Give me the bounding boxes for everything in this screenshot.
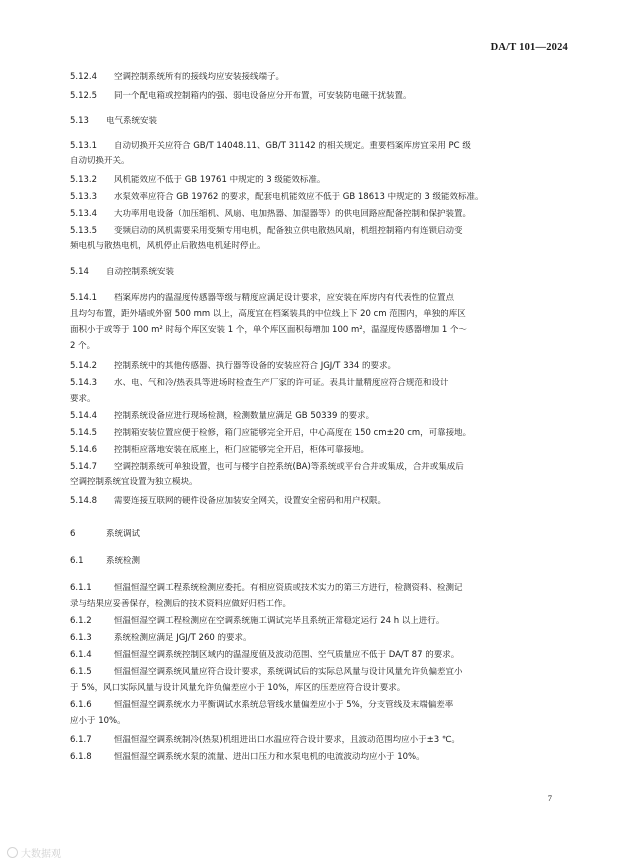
clause-line xyxy=(70,667,574,678)
clause-text: 恒温恒湿空调工程系统检测应委托。有相应资质或技术实力的第三方进行，检测资料、检测记 xyxy=(114,583,463,593)
clause-number: 5.13.4 xyxy=(70,209,98,219)
clause-text: 大功率用电设备（加压缩机、风扇、电加热器、加湿器等）的供电回路应配备控制和保护装置。 xyxy=(114,209,472,219)
clause-number: 5.14.8 xyxy=(70,496,98,506)
clause-number: 6 xyxy=(70,529,76,539)
clause-line xyxy=(70,583,574,594)
clause-text: 录与结果应妥善保存，检测后的技术资料应做好归档工作。 xyxy=(70,599,292,609)
clause-number: 6.1.6 xyxy=(70,700,92,710)
clause-line xyxy=(70,735,574,746)
clause-line xyxy=(70,394,574,405)
clause-number: 6.1.7 xyxy=(70,735,92,745)
clause-text: 空调控制系统所有的接线均应安装接线端子。 xyxy=(114,72,285,82)
watermark-logo-icon xyxy=(7,847,18,858)
clause-line xyxy=(70,141,574,152)
clause-number: 5.13.5 xyxy=(70,226,98,236)
clause-text: 系统检测应满足 JGJ/T 260 的要求。 xyxy=(114,633,252,643)
clause-text: 自动切换开关。 xyxy=(70,156,130,166)
clause-text: 控制箱安装位置应便于检修，箱门应能够完全开启，中心高度在 150 cm±20 cm，可靠接地。 xyxy=(114,428,472,438)
clause-line xyxy=(70,752,574,763)
clause-number: 6.1.5 xyxy=(70,667,92,677)
clause-line xyxy=(70,209,574,220)
clause-line xyxy=(70,650,574,661)
clause-line xyxy=(70,341,574,352)
clause-line xyxy=(70,716,574,727)
clause-text: 恒温恒湿空调工程检测应在空调系统施工调试完毕且系统正常稳定运行 24 h 以上进行。 xyxy=(114,616,445,626)
clause-number: 5.12.4 xyxy=(70,72,98,82)
clause-text: 风机能效应不低于 GB 19761 中规定的 3 级能效标准。 xyxy=(114,175,326,185)
clause-text: 恒温恒湿空调系统制冷(热泵)机组进出口水温应符合设计要求，且波动范围均应小于±3 ℃。 xyxy=(114,735,460,745)
clause-line xyxy=(70,633,574,644)
clause-text: 空调控制系统可单独设置，也可与楼宇自控系统(BA)等系统或平台合并或集成，合并或集成后 xyxy=(114,462,464,472)
document-code: DA/T 101—2024 xyxy=(490,42,568,53)
clause-text: 应小于 10%。 xyxy=(70,716,126,726)
watermark xyxy=(7,845,61,860)
clause-text: 恒温恒湿空调系统水泵的流量、进出口压力和水泵电机的电流波动均应小于 10%。 xyxy=(114,752,425,762)
clause-line xyxy=(70,477,574,488)
clause-text: 控制柜应落地安装在底座上，柜门应能够完全开启，柜体可靠接地。 xyxy=(114,445,370,455)
clause-text: 且均匀布置，距外墙或外窗 500 mm 以上，高度宜在档案装具的中位线上下 20 cm 范围内，单独的库区 xyxy=(70,309,466,319)
section-heading xyxy=(70,116,574,127)
clause-number: 5.14 xyxy=(70,267,89,277)
clause-text: 需要连接互联网的硬件设备应加装安全网关，设置安全密码和用户权限。 xyxy=(114,496,387,506)
clause-text: 要求。 xyxy=(70,394,96,404)
clause-line xyxy=(70,496,574,507)
clause-line xyxy=(70,175,574,186)
clause-number: 5.14.7 xyxy=(70,462,98,472)
clause-text: 同一个配电箱或控制箱内的强、弱电设备应分开布置，可安装防电磁干扰装置。 xyxy=(114,91,412,101)
clause-number: 5.14.4 xyxy=(70,411,98,421)
clause-line xyxy=(70,226,574,237)
clause-text: 恒温恒湿空调系统风量应符合设计要求，系统调试后的实际总风量与设计风量允许负偏差宜小 xyxy=(114,667,463,677)
clause-text: 自动切换开关应符合 GB/T 14048.11、GB/T 31142 的相关规定。重要档案库房宜采用 PC 级 xyxy=(114,141,471,151)
section-heading xyxy=(70,529,574,540)
clause-number: 5.14.5 xyxy=(70,428,98,438)
clause-line xyxy=(70,156,574,167)
clause-text: 频电机与散热电机，风机停止后散热电机延时停止。 xyxy=(70,241,266,251)
clause-line xyxy=(70,325,574,336)
clause-text: 恒温恒湿空调系统控制区域内的温湿度值及波动范围、空气质量应不低于 DA/T 87 的要求。 xyxy=(114,650,460,660)
clause-line xyxy=(70,599,574,610)
clause-number: 5.14.2 xyxy=(70,361,98,371)
clause-line xyxy=(70,378,574,389)
clause-text: 恒温恒湿空调系统水力平衡调试水系统总管线水量偏差应小于 5%，分支管线及末端偏差率 xyxy=(114,700,454,710)
clause-text: 控制系统设备应进行现场检测，检测数量应满足 GB 50339 的要求。 xyxy=(114,411,375,421)
clause-text: 自动控制系统安装 xyxy=(106,267,175,277)
clause-line xyxy=(70,192,574,203)
clause-text: 控制系统中的其他传感器、执行器等设备的安装应符合 JGJ/T 334 的要求。 xyxy=(114,361,396,371)
page-number: 7 xyxy=(547,793,552,803)
clause-line xyxy=(70,241,574,252)
clause-text: 水、电、气和冷/热表具等进场时检查生产厂家的许可证。表具计量精度应符合规范和设计 xyxy=(114,378,449,388)
clause-line xyxy=(70,309,574,320)
clause-text: 档案库房内的温湿度传感器等级与精度应满足设计要求，应安装在库房内有代表性的位置点 xyxy=(114,293,455,303)
clause-line xyxy=(70,91,574,102)
clause-number: 6.1.8 xyxy=(70,752,92,762)
clause-line xyxy=(70,72,574,83)
clause-line xyxy=(70,683,574,694)
clause-number: 6.1 xyxy=(70,556,84,566)
clause-text: 水泵效率应符合 GB 19762 的要求，配套电机能效应不低于 GB 18613 中规定的 3 级能效标准。 xyxy=(114,192,484,202)
clause-number: 5.14.3 xyxy=(70,378,98,388)
clause-line xyxy=(70,411,574,422)
clause-number: 6.1.1 xyxy=(70,583,92,593)
clause-line xyxy=(70,616,574,627)
section-heading xyxy=(70,556,574,567)
clause-number: 6.1.4 xyxy=(70,650,92,660)
watermark-text: 大数据观 xyxy=(21,849,61,860)
section-heading xyxy=(70,267,574,278)
clause-line xyxy=(70,445,574,456)
clause-line xyxy=(70,428,574,439)
clause-number: 5.12.5 xyxy=(70,91,98,101)
clause-line xyxy=(70,700,574,711)
clause-text: 系统调试 xyxy=(106,529,141,539)
clause-text: 2 个。 xyxy=(70,341,96,351)
clause-line xyxy=(70,293,574,304)
clause-number: 5.13.1 xyxy=(70,141,98,151)
clause-number: 5.14.6 xyxy=(70,445,98,455)
clause-number: 6.1.2 xyxy=(70,616,92,626)
clause-number: 5.14.1 xyxy=(70,293,98,303)
clause-text: 面积小于或等于 100 m² 时每个库区安装 1 个，单个库区面积每增加 100 m²，温湿度传感器增加 1 个～ xyxy=(70,325,467,335)
clause-text: 电气系统安装 xyxy=(106,116,158,126)
clause-number: 5.13 xyxy=(70,116,89,126)
clause-line xyxy=(70,462,574,473)
clause-number: 5.13.3 xyxy=(70,192,98,202)
clause-text: 系统检测 xyxy=(106,556,141,566)
clause-line xyxy=(70,361,574,372)
clause-text: 变频启动的风机需要采用变频专用电机，配备独立供电散热风扇，机组控制箱内有连锁启动变 xyxy=(114,226,463,236)
clause-number: 6.1.3 xyxy=(70,633,92,643)
clause-text: 于 5%，风口实际风量与设计风量允许负偏差应小于 10%，库区的压差应符合设计要求。 xyxy=(70,683,406,693)
clause-number: 5.13.2 xyxy=(70,175,98,185)
clause-text: 空调控制系统宜设置为独立模块。 xyxy=(70,477,198,487)
